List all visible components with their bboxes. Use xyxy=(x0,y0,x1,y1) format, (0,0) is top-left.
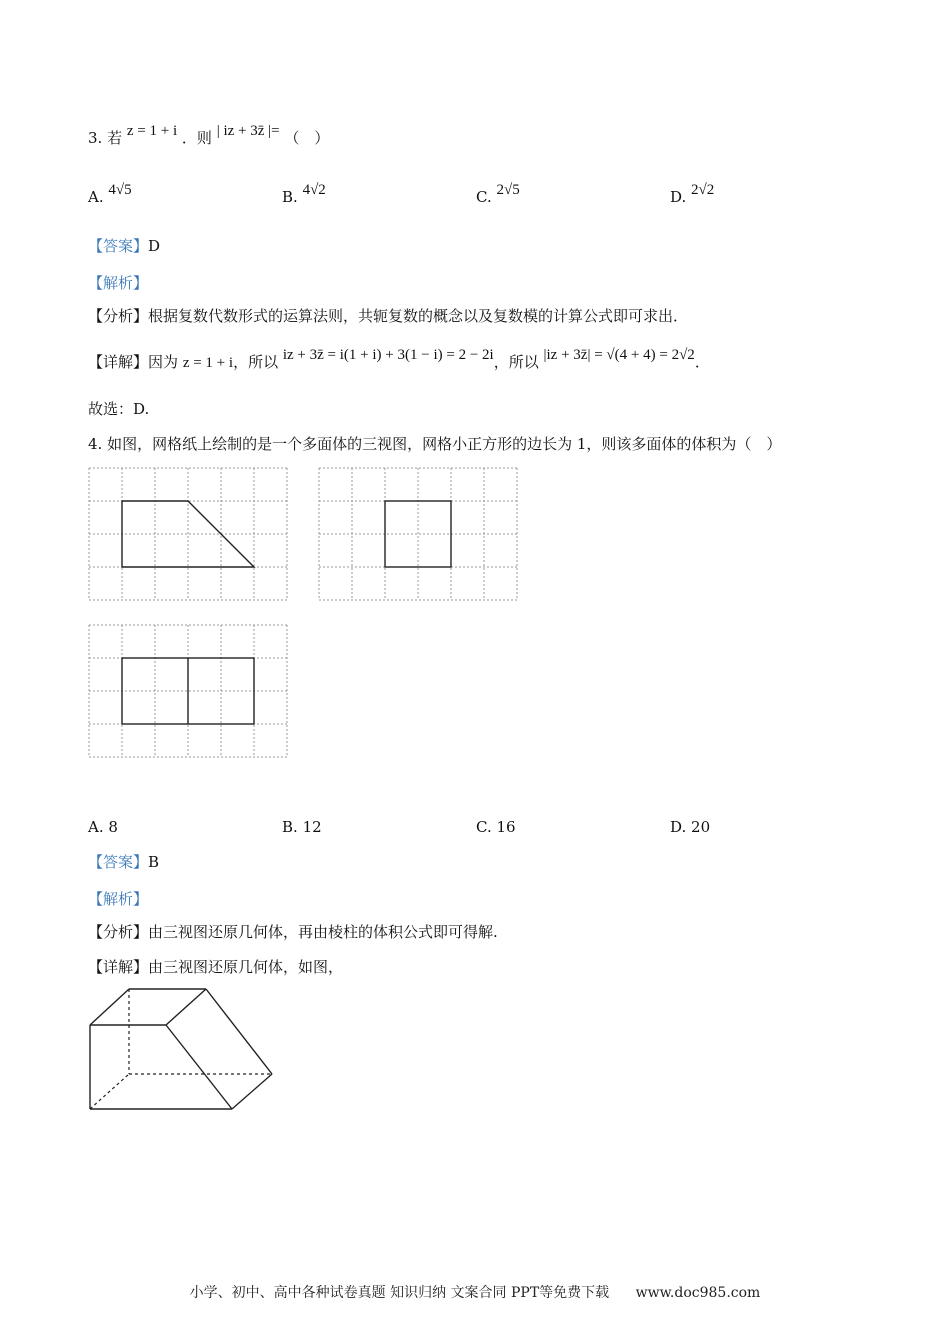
q3-paren: （ ） xyxy=(284,129,330,147)
solid-3d-diagram xyxy=(86,985,278,1115)
q3-option-c xyxy=(476,182,520,207)
q4-jiexi: 【解析】 xyxy=(88,890,149,908)
option-value: 20 xyxy=(691,818,711,836)
q3-option-d xyxy=(670,182,715,207)
xiangjie-expr: iz + 3z̄ = i(1 + i) + 3(1 − i) = 2 − 2i xyxy=(282,347,494,363)
q4-option-a xyxy=(88,818,118,836)
q4-stem: 4. 如图，网格纸上绘制的是一个多面体的三视图，网格小正方形的边长为 1，则该多面体的体积为（ ） xyxy=(88,435,782,453)
xiangjie-tag: 【详解】 xyxy=(88,353,149,371)
option-value: 2√2 xyxy=(691,182,715,198)
xiangjie-tag: 【详解】 xyxy=(88,958,149,976)
answer-tag: 【答案】 xyxy=(88,237,149,255)
answer-value: B xyxy=(148,853,160,871)
q3-answer xyxy=(88,236,160,256)
footer-text: 小学、初中、高中各种试卷真题 知识归纳 文案合同 PPT等免费下载 xyxy=(189,1285,610,1301)
answer-tag: 【答案】 xyxy=(88,853,149,871)
option-value: 8 xyxy=(108,818,118,836)
option-label: A. xyxy=(88,188,104,206)
page-footer xyxy=(0,1282,950,1302)
option-label: B. xyxy=(282,818,298,836)
xiangjie-expr: |iz + 3z̄| = √(4 + 4) = 2√2 xyxy=(543,347,695,363)
xiangjie-text: 因为 xyxy=(148,353,179,371)
answer-value: D xyxy=(148,237,161,255)
xiangjie-text: 由三视图还原几何体，如图， xyxy=(148,958,344,976)
q4-fenxi xyxy=(88,922,498,942)
q3-jiexi: 【解析】 xyxy=(88,274,149,292)
q3-expr2: | iz + 3z̄ |= xyxy=(216,123,280,139)
q3-mid: ．则 xyxy=(181,129,212,147)
q3-prefix: 3. 若 xyxy=(88,129,123,147)
q3-guxuan: 故选：D. xyxy=(88,400,150,418)
xiangjie-expr: z = 1 + i xyxy=(182,355,234,371)
front-view-diagram xyxy=(88,467,290,603)
q4-option-c xyxy=(476,818,516,836)
option-label: C. xyxy=(476,188,492,206)
option-value: 12 xyxy=(302,818,322,836)
xiangjie-text: ，所以 xyxy=(233,353,279,371)
q4-answer xyxy=(88,852,159,872)
xiangjie-text: ． xyxy=(694,353,710,371)
option-value: 4√2 xyxy=(302,182,326,198)
option-value: 2√5 xyxy=(496,182,520,198)
q4-option-d xyxy=(670,818,710,836)
q3-option-b xyxy=(282,182,326,207)
q4-option-b xyxy=(282,818,322,836)
q3-fenxi xyxy=(88,306,688,326)
xiangjie-text: ，所以 xyxy=(493,353,539,371)
option-label: A. xyxy=(88,818,104,836)
side-view-diagram xyxy=(318,467,520,603)
option-label: B. xyxy=(282,188,298,206)
q3-stem xyxy=(88,123,330,149)
q4-xiangjie xyxy=(88,957,343,977)
fenxi-tag: 【分析】 xyxy=(88,307,149,325)
option-value: 16 xyxy=(496,818,516,836)
fenxi-text: 根据复数代数形式的运算法则，共轭复数的概念以及复数模的计算公式即可求出． xyxy=(148,307,689,325)
footer-url[interactable]: www.doc985.com xyxy=(635,1285,761,1301)
fenxi-text: 由三视图还原几何体，再由棱柱的体积公式即可得解. xyxy=(148,923,498,941)
option-label: D. xyxy=(670,188,687,206)
option-value: 4√5 xyxy=(108,182,132,198)
option-label: D. xyxy=(670,818,687,836)
q3-expr1: z = 1 + i xyxy=(126,123,178,139)
option-label: C. xyxy=(476,818,492,836)
q3-option-a xyxy=(88,182,132,207)
fenxi-tag: 【分析】 xyxy=(88,923,149,941)
q3-xiangjie xyxy=(88,347,710,373)
top-view-diagram xyxy=(88,624,290,760)
